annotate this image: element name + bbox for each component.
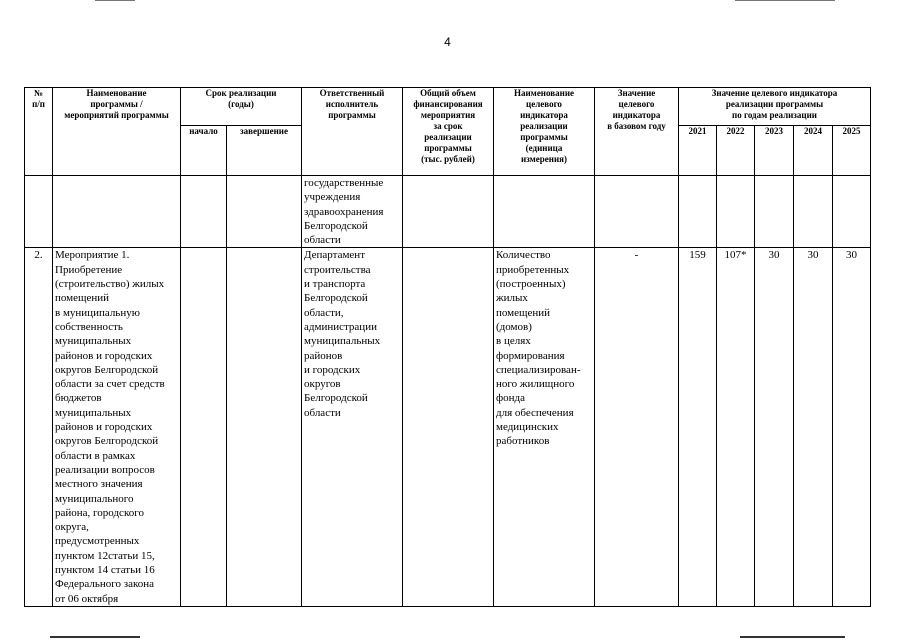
header-target-values: Значение целевого индикатора реализации программы по годам реализации <box>679 88 871 126</box>
top-scan-rule-left <box>95 0 135 1</box>
page-number: 4 <box>444 35 451 49</box>
row-start <box>181 248 227 606</box>
header-indicator-name: Наименование целевого индикатора реализации программы (единица измерения) <box>494 88 595 176</box>
header-year-2024: 2024 <box>794 126 833 176</box>
row-value-2021 <box>679 176 717 248</box>
header-year-2022: 2022 <box>717 126 755 176</box>
header-base-value: Значение целевого индикатора в базовом году <box>595 88 679 176</box>
row-executor: Департамент строительства и транспорта Белгородской области, администрации муниципальных районов и городских округов Белгородской области <box>302 248 403 606</box>
row-program-name: Мероприятие 1. Приобретение (строительство) жилых помещений в муниципальную собственность муниципальных районов и городских округов Белгородской области за счет средств бюджетов муниципальных районов и городских округов Белгородской области в рамках реализации вопросов местного значения муниципального района, городского округа, предусмотренных пунктом 12статьи 15, пунктом 14 статьи 16 Федерального закона от 06 октября <box>53 248 181 606</box>
header-row-top <box>25 88 871 126</box>
header-period: Срок реализации (годы) <box>181 88 302 126</box>
row-num: 2. <box>25 248 53 606</box>
header-funding: Общий объем финансирования мероприятия за срок реализации программы (тыс. рублей) <box>403 88 494 176</box>
row-base-value: - <box>595 248 679 606</box>
row-value-2024: 30 <box>794 248 833 606</box>
row-num <box>25 176 53 248</box>
header-num: № п/п <box>25 88 53 176</box>
row-value-2025: 30 <box>833 248 871 606</box>
header-end: завершение <box>227 126 302 176</box>
row-funding <box>403 176 494 248</box>
row-program-name <box>53 176 181 248</box>
row-value-2023: 30 <box>755 248 794 606</box>
row-value-2025 <box>833 176 871 248</box>
row-indicator <box>494 176 595 248</box>
row-executor: государственные учреждения здравоохранения Белгородской области <box>302 176 403 248</box>
bottom-scan-rule-left <box>50 636 140 638</box>
row-funding <box>403 248 494 606</box>
row-value-2023 <box>755 176 794 248</box>
header-year-2025: 2025 <box>833 126 871 176</box>
row-value-2024 <box>794 176 833 248</box>
row-value-2021: 159 <box>679 248 717 606</box>
header-year-2023: 2023 <box>755 126 794 176</box>
row-value-2022: 107* <box>717 248 755 606</box>
bottom-scan-rule-right <box>740 636 845 638</box>
row-value-2022 <box>717 176 755 248</box>
header-executor: Ответственный исполнитель программы <box>302 88 403 176</box>
table-row <box>25 176 871 248</box>
row-end <box>227 248 302 606</box>
table-row <box>25 248 871 606</box>
header-program-name: Наименование программы / мероприятий программы <box>53 88 181 176</box>
row-indicator: Количество приобретенных (построенных) жилых помещений (домов) в целях формирования специализирован- ного жилищного фонда для обеспечения медицинских работников <box>494 248 595 606</box>
row-end <box>227 176 302 248</box>
row-base-value <box>595 176 679 248</box>
header-start: начало <box>181 126 227 176</box>
program-table <box>24 87 871 607</box>
row-start <box>181 176 227 248</box>
top-scan-rule-right <box>735 0 835 1</box>
header-year-2021: 2021 <box>679 126 717 176</box>
